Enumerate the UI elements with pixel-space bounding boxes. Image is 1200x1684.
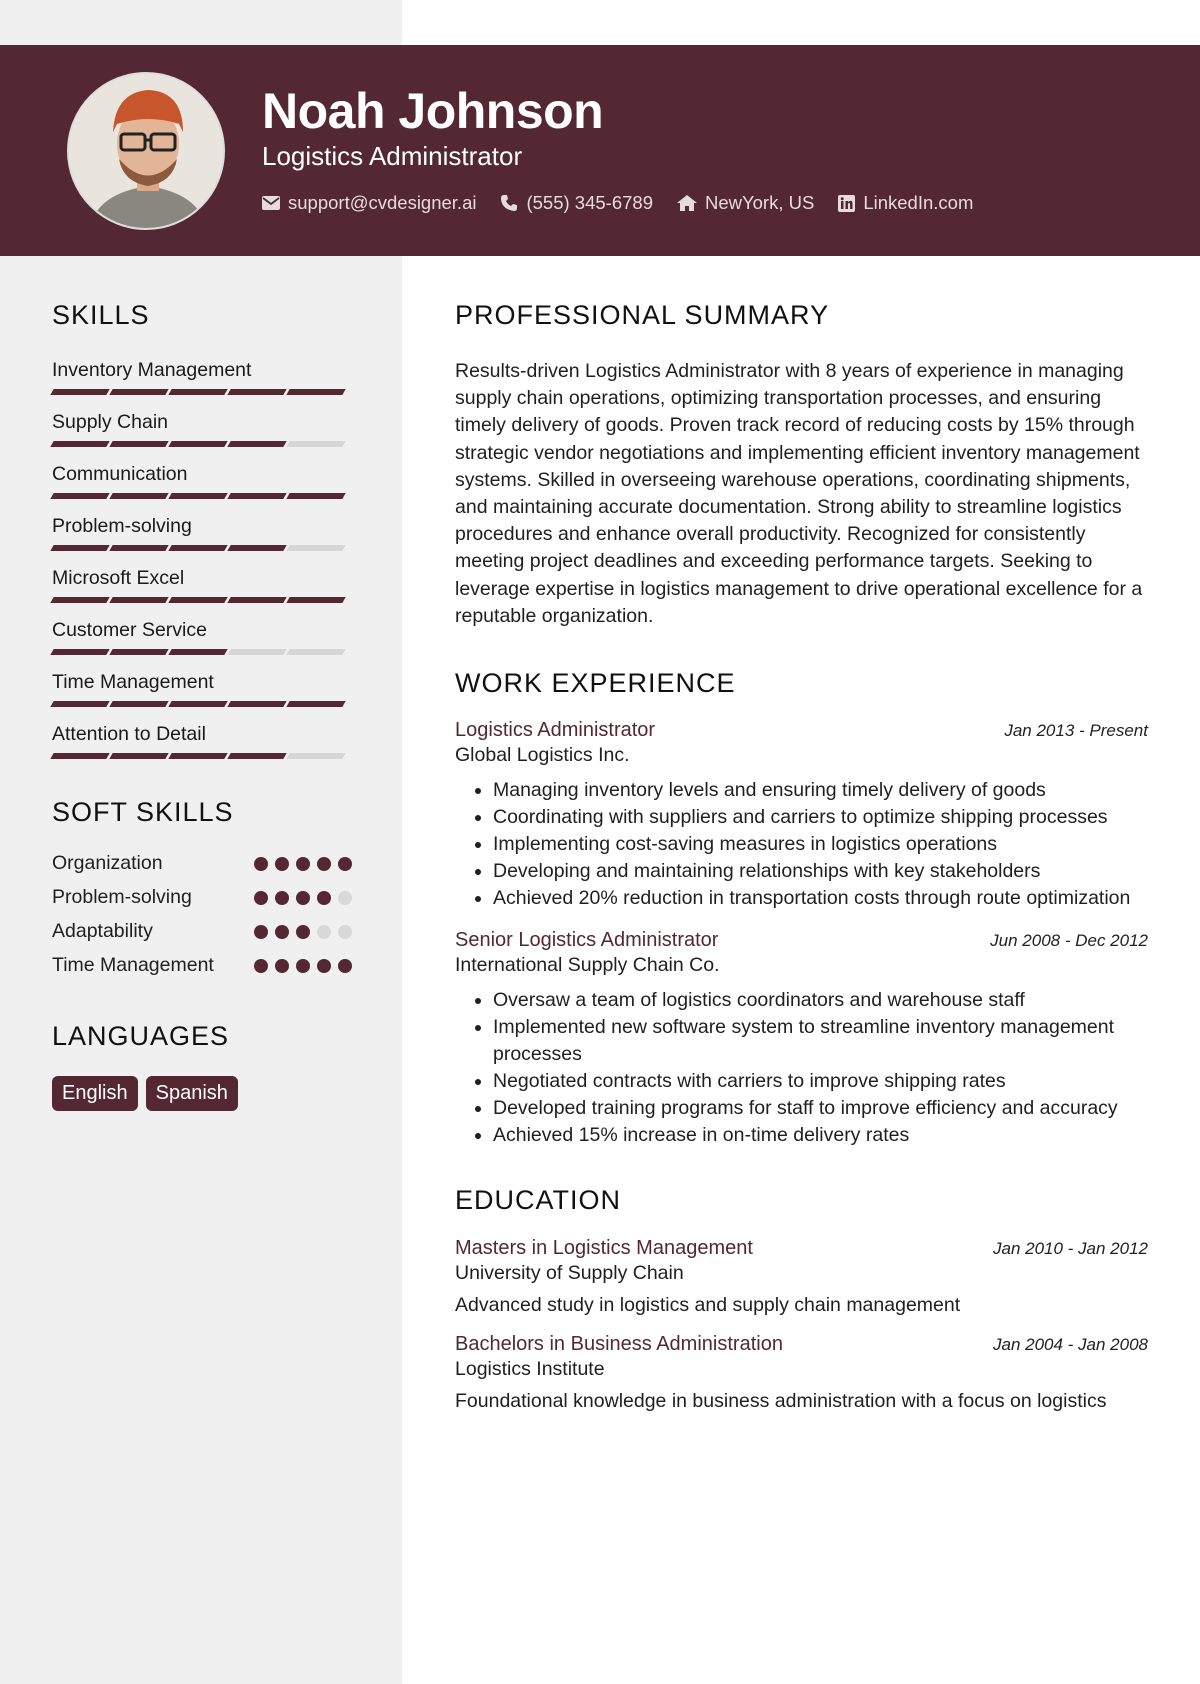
skill-level-segment <box>109 493 168 499</box>
summary-heading: PROFESSIONAL SUMMARY <box>455 300 830 330</box>
skill-level-bar <box>52 649 352 655</box>
skill-level-segment <box>286 753 345 759</box>
skill-item <box>52 461 352 499</box>
rating-dot <box>296 959 310 973</box>
rating-dot <box>275 959 289 973</box>
job-bullet: • Managing inventory levels and ensuring timely delivery of goods <box>493 777 1148 804</box>
job-date: Jan 2013 - Present <box>1004 721 1148 741</box>
education-date: Jan 2004 - Jan 2008 <box>992 1335 1148 1355</box>
skills-heading: SKILLS <box>52 300 150 330</box>
rating-dot <box>275 857 289 871</box>
skill-item <box>52 513 352 551</box>
job-entry <box>455 719 1148 912</box>
rating-dot <box>296 891 310 905</box>
skill-level-segment <box>109 649 168 655</box>
skill-level-segment <box>227 753 286 759</box>
rating-dot <box>317 857 331 871</box>
soft-skill-item <box>52 918 352 945</box>
skill-level-segment <box>227 649 286 655</box>
skill-level-segment <box>109 597 168 603</box>
job-bullet: • Oversaw a team of logistics coordinators and warehouse staff <box>493 987 1148 1014</box>
job-date: Jun 2008 - Dec 2012 <box>990 931 1148 951</box>
contact-location <box>677 192 814 214</box>
skill-level-bar <box>52 701 352 707</box>
rating-dot <box>338 925 352 939</box>
education-description: Advanced study in logistics and supply chain management <box>455 1294 961 1317</box>
skill-level-segment <box>50 701 109 707</box>
skill-name: Microsoft Excel <box>52 567 185 589</box>
skill-item <box>52 617 352 655</box>
skill-level-bar <box>52 545 352 551</box>
rating-dot <box>338 891 352 905</box>
skill-level-segment <box>227 597 286 603</box>
candidate-title: Logistics Administrator <box>262 141 523 171</box>
skills-list <box>52 357 352 759</box>
skill-level-segment <box>109 441 168 447</box>
job-company: International Supply Chain Co. <box>455 954 720 977</box>
skill-level-segment <box>227 493 286 499</box>
skill-level-segment <box>50 649 109 655</box>
rating-dot <box>254 891 268 905</box>
skill-level-segment <box>168 441 227 447</box>
skill-item <box>52 669 352 707</box>
envelope-icon <box>262 196 280 210</box>
skill-level-bar <box>52 389 352 395</box>
languages-heading: LANGUAGES <box>52 1021 230 1051</box>
job-header <box>455 719 1148 742</box>
skill-level-segment <box>50 545 109 551</box>
contact-email[interactable] <box>262 192 476 214</box>
job-entry <box>455 929 1148 1149</box>
avatar <box>67 72 225 230</box>
skill-level-segment <box>286 493 345 499</box>
skill-level-segment <box>168 493 227 499</box>
soft-skills-list <box>52 850 352 979</box>
rating-dot <box>254 925 268 939</box>
left-column <box>52 300 352 1111</box>
soft-skill-item <box>52 952 352 979</box>
contact-phone[interactable] <box>500 192 653 214</box>
education-entry <box>455 1237 1148 1319</box>
rating-dot <box>317 925 331 939</box>
skill-name: Time Management <box>52 671 214 693</box>
skill-level-bar <box>52 493 352 499</box>
skill-level-segment <box>50 441 109 447</box>
job-bullets <box>455 777 1148 912</box>
job-bullet: • Developed training programs for staff to improve efficiency and accuracy <box>493 1095 1148 1122</box>
skill-name: Supply Chain <box>52 411 168 433</box>
skill-level-segment <box>227 441 286 447</box>
rating-dot <box>275 925 289 939</box>
soft-skill-rating <box>247 891 352 905</box>
skill-level-segment <box>286 545 345 551</box>
soft-skill-name: Problem-solving <box>52 886 192 908</box>
skill-level-segment <box>109 701 168 707</box>
education-date: Jan 2010 - Jan 2012 <box>992 1239 1148 1259</box>
rating-dot <box>296 925 310 939</box>
soft-skills-heading: SOFT SKILLS <box>52 797 234 827</box>
linkedin-icon <box>838 195 855 212</box>
rating-dot <box>254 857 268 871</box>
linkedin-text: LinkedIn.com <box>863 192 974 213</box>
job-bullet: • Achieved 15% increase in on-time delivery rates <box>493 1122 1148 1149</box>
phone-text: (555) 345-6789 <box>526 192 653 213</box>
skill-name: Customer Service <box>52 619 207 641</box>
email-text: support@cvdesigner.ai <box>288 192 477 213</box>
soft-skill-rating <box>247 959 352 973</box>
soft-skill-item <box>52 850 352 877</box>
soft-skill-rating <box>247 925 352 939</box>
skill-name: Inventory Management <box>52 359 252 381</box>
job-bullet: • Achieved 20% reduction in transportation costs through route optimization <box>493 885 1148 912</box>
skill-name: Communication <box>52 463 188 485</box>
language-tag: Spanish <box>146 1076 238 1111</box>
skill-level-segment <box>286 649 345 655</box>
skill-level-segment <box>168 597 227 603</box>
rating-dot <box>317 891 331 905</box>
skill-name: Problem-solving <box>52 515 192 537</box>
education-list <box>455 1237 1148 1415</box>
education-description: Foundational knowledge in business administration with a focus on logistics <box>455 1390 1107 1413</box>
skill-level-segment <box>50 753 109 759</box>
skill-item <box>52 357 352 395</box>
skill-level-segment <box>109 753 168 759</box>
soft-skill-rating <box>247 857 352 871</box>
soft-skill-name: Adaptability <box>52 920 153 942</box>
skill-level-segment <box>286 441 345 447</box>
job-bullets <box>455 987 1148 1149</box>
job-bullet: • Implemented new software system to streamline inventory management processes <box>493 1014 1148 1068</box>
skill-level-segment <box>50 389 109 395</box>
skill-level-segment <box>286 701 345 707</box>
skill-level-segment <box>50 597 109 603</box>
job-title: Logistics Administrator <box>455 719 656 742</box>
education-heading: EDUCATION <box>455 1185 622 1216</box>
rating-dot <box>317 959 331 973</box>
job-company: Global Logistics Inc. <box>455 744 630 767</box>
job-bullet: • Negotiated contracts with carriers to improve shipping rates <box>493 1068 1148 1095</box>
education-header <box>455 1333 1148 1356</box>
candidate-name: Noah Johnson <box>262 83 604 139</box>
right-column <box>455 300 1148 1415</box>
rating-dot <box>338 959 352 973</box>
languages-list <box>52 1076 352 1111</box>
skill-item <box>52 565 352 603</box>
soft-skill-name: Organization <box>52 852 163 874</box>
job-bullet: • Coordinating with suppliers and carriers to optimize shipping processes <box>493 804 1148 831</box>
education-school: University of Supply Chain <box>455 1262 684 1285</box>
experience-heading: WORK EXPERIENCE <box>455 668 736 699</box>
job-bullet: • Developing and maintaining relationships with key stakeholders <box>493 858 1148 885</box>
skill-level-segment <box>168 701 227 707</box>
skill-item <box>52 721 352 759</box>
job-title: Senior Logistics Administrator <box>455 929 719 952</box>
soft-skill-name: Time Management <box>52 954 214 976</box>
skill-level-segment <box>227 701 286 707</box>
job-bullet: • Implementing cost-saving measures in logistics operations <box>493 831 1148 858</box>
phone-icon <box>500 194 518 212</box>
experience-list <box>455 719 1148 1149</box>
job-header <box>455 929 1148 952</box>
skill-level-bar <box>52 441 352 447</box>
rating-dot <box>338 857 352 871</box>
skill-name: Attention to Detail <box>52 723 206 745</box>
skill-level-segment <box>109 545 168 551</box>
soft-skill-item <box>52 884 352 911</box>
skill-level-segment <box>227 389 286 395</box>
skill-level-segment <box>168 389 227 395</box>
summary-text: Results-driven Logistics Administrator with 8 years of experience in managing supply chain operations, optimizing transportation processes, and ensuring timely delivery of goods. Proven track record of reducing costs by 15% through strategic vendor negotiations and implementing efficient inventory management systems. Skilled in overseeing warehouse operations, coordinating shipments, and maintaining accurate documentation. Strong ability to streamline logistics procedures and enhance overall productivity. Recognized for consistently meeting project deadlines and exceeding performance targets. Seeking to leverage expertise in logistics management to drive operational excellence for a reputable organization. <box>455 360 1143 627</box>
education-entry <box>455 1333 1148 1415</box>
skill-level-segment <box>168 649 227 655</box>
skill-level-segment <box>286 597 345 603</box>
skill-level-segment <box>286 389 345 395</box>
education-header <box>455 1237 1148 1260</box>
skill-level-bar <box>52 597 352 603</box>
skill-item <box>52 409 352 447</box>
skill-level-segment <box>168 753 227 759</box>
rating-dot <box>296 857 310 871</box>
education-school: Logistics Institute <box>455 1358 605 1381</box>
skill-level-segment <box>109 389 168 395</box>
education-degree: Masters in Logistics Management <box>455 1237 753 1260</box>
skill-level-segment <box>227 545 286 551</box>
language-tag: English <box>52 1076 138 1111</box>
contact-linkedin[interactable] <box>838 192 973 214</box>
contact-bar <box>262 192 997 214</box>
education-degree: Bachelors in Business Administration <box>455 1333 783 1356</box>
location-text: NewYork, US <box>704 192 815 213</box>
skill-level-bar <box>52 753 352 759</box>
home-icon <box>677 195 697 211</box>
skill-level-segment <box>168 545 227 551</box>
rating-dot <box>275 891 289 905</box>
skill-level-segment <box>50 493 109 499</box>
rating-dot <box>254 959 268 973</box>
header-banner <box>0 45 1200 256</box>
